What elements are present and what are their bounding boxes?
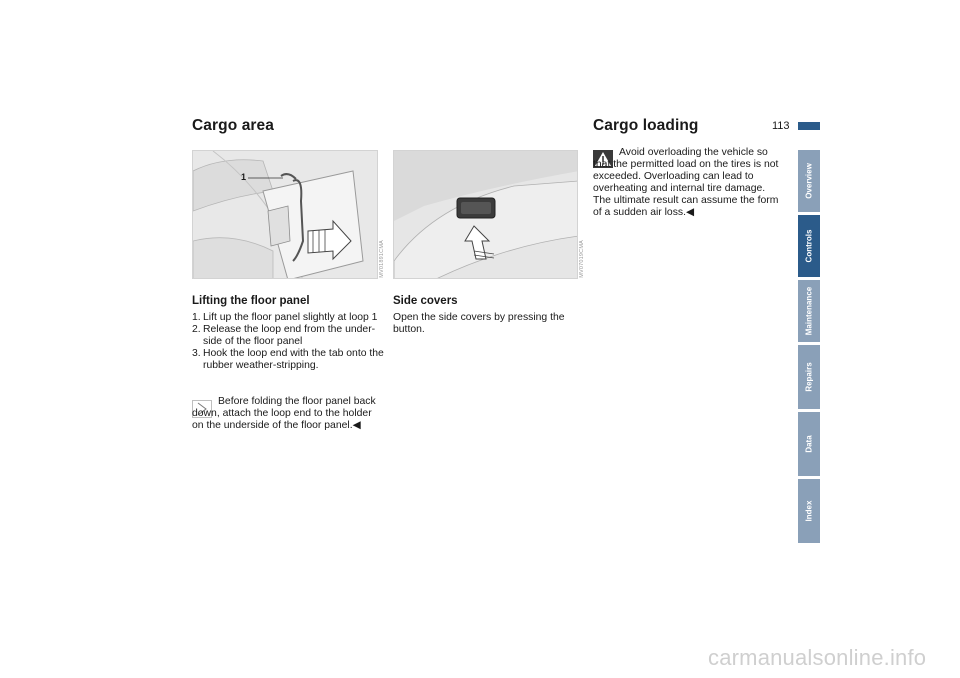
side-covers-text: Open the side covers by pressing the button. xyxy=(393,312,565,335)
step-item: 1. Lift up the floor panel slightly at loop 1 xyxy=(192,312,378,323)
figure-side-covers xyxy=(393,150,578,279)
tab-index[interactable]: Index xyxy=(798,479,820,543)
floor-panel-illustration xyxy=(193,151,378,279)
figure-callout-1: 1 xyxy=(241,172,247,182)
warning-text: Avoid overloading the vehicle so that the permitted load on the tires is not exceeded. Overloading can lead to overheating and internal tire damage. The ultimate result can assume the form of a sudden air loss.◀ xyxy=(593,147,779,218)
side-covers-illustration xyxy=(394,151,578,279)
tab-controls[interactable]: Controls xyxy=(798,215,820,277)
step-item: 2. Release the loop end from the under-side of the floor panel xyxy=(192,324,376,347)
tab-maintenance[interactable]: Maintenance xyxy=(798,280,820,342)
subheading-lifting-floor-panel: Lifting the floor panel xyxy=(192,295,310,307)
section-heading-cargo-area: Cargo area xyxy=(192,117,274,134)
note-text: Before folding the floor panel back down, attach the loop end to the holder on the underside of the floor panel.◀ xyxy=(192,396,376,431)
tab-repairs[interactable]: Repairs xyxy=(798,345,820,409)
subheading-side-covers: Side covers xyxy=(393,295,458,307)
figure-floor-panel xyxy=(192,150,378,279)
section-heading-cargo-loading: Cargo loading xyxy=(593,117,699,134)
step-item: 3. Hook the loop end with the tab onto the rubber weather-stripping. xyxy=(192,348,384,371)
steps-list xyxy=(192,312,384,372)
tab-overview[interactable]: Overview xyxy=(798,150,820,212)
watermark: carmanualsonline.info xyxy=(708,645,927,670)
tab-data[interactable]: Data xyxy=(798,412,820,476)
figure-code-middle: MV07019CMA xyxy=(579,240,585,278)
page-number: 113 xyxy=(772,120,790,132)
page-number-bar xyxy=(798,122,820,130)
figure-code-left: MV01891CMA xyxy=(379,240,385,278)
